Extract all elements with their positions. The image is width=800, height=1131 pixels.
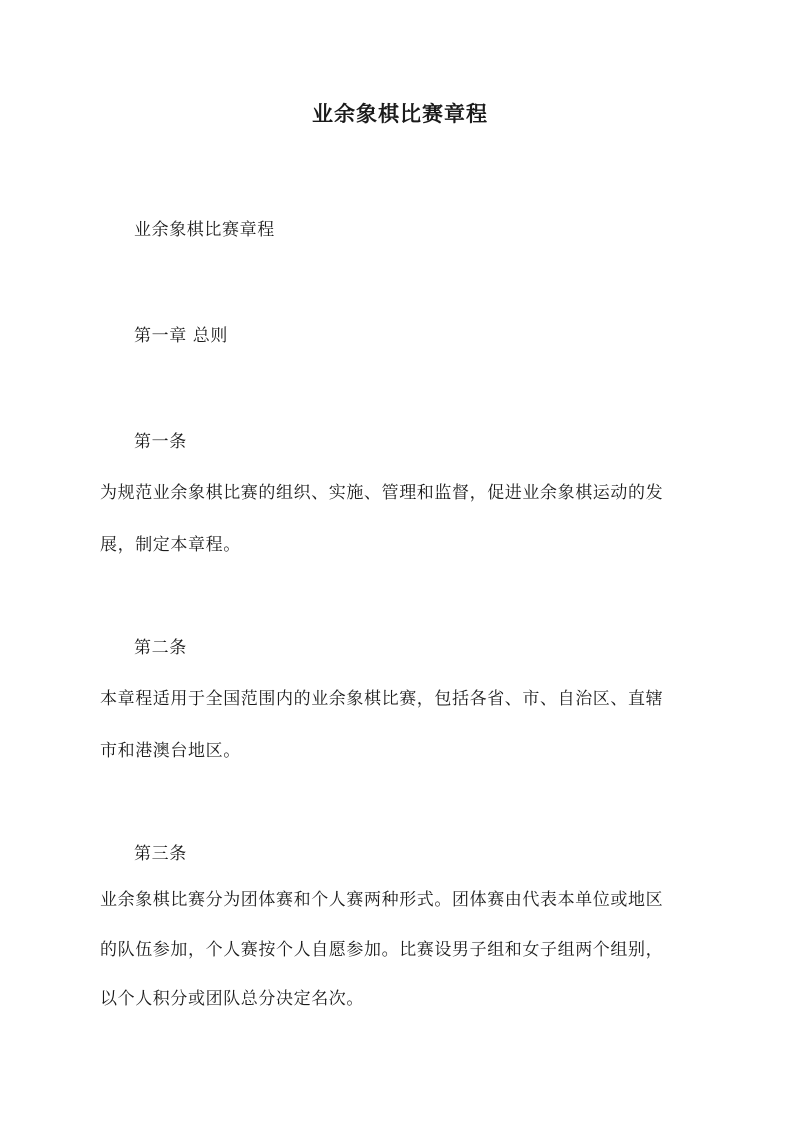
article-3-line-2: 的队伍参加，个人赛按个人自愿参加。比赛设男子组和女子组两个组别， [100, 940, 664, 960]
article-2-line-2: 市和港澳台地区。 [100, 741, 241, 761]
article-1-heading: 第一条 [134, 432, 187, 452]
article-2-heading: 第二条 [134, 638, 187, 658]
article-1-line-1: 为规范业余象棋比赛的组织、实施、管理和监督，促进业余象棋运动的发 [100, 483, 664, 503]
article-3-heading: 第三条 [134, 844, 187, 864]
article-3-line-3: 以个人积分或团队总分决定名次。 [100, 989, 364, 1009]
article-3-line-1: 业余象棋比赛分为团体赛和个人赛两种形式。团体赛由代表本单位或地区 [100, 890, 664, 910]
document-title: 业余象棋比赛章程 [312, 101, 488, 126]
chapter-heading: 第一章 总则 [134, 326, 229, 346]
article-1-line-2: 展，制定本章程。 [100, 535, 241, 555]
article-2-line-1: 本章程适用于全国范围内的业余象棋比赛，包括各省、市、自治区、直辖 [100, 689, 664, 709]
document-subtitle: 业余象棋比赛章程 [134, 220, 275, 240]
